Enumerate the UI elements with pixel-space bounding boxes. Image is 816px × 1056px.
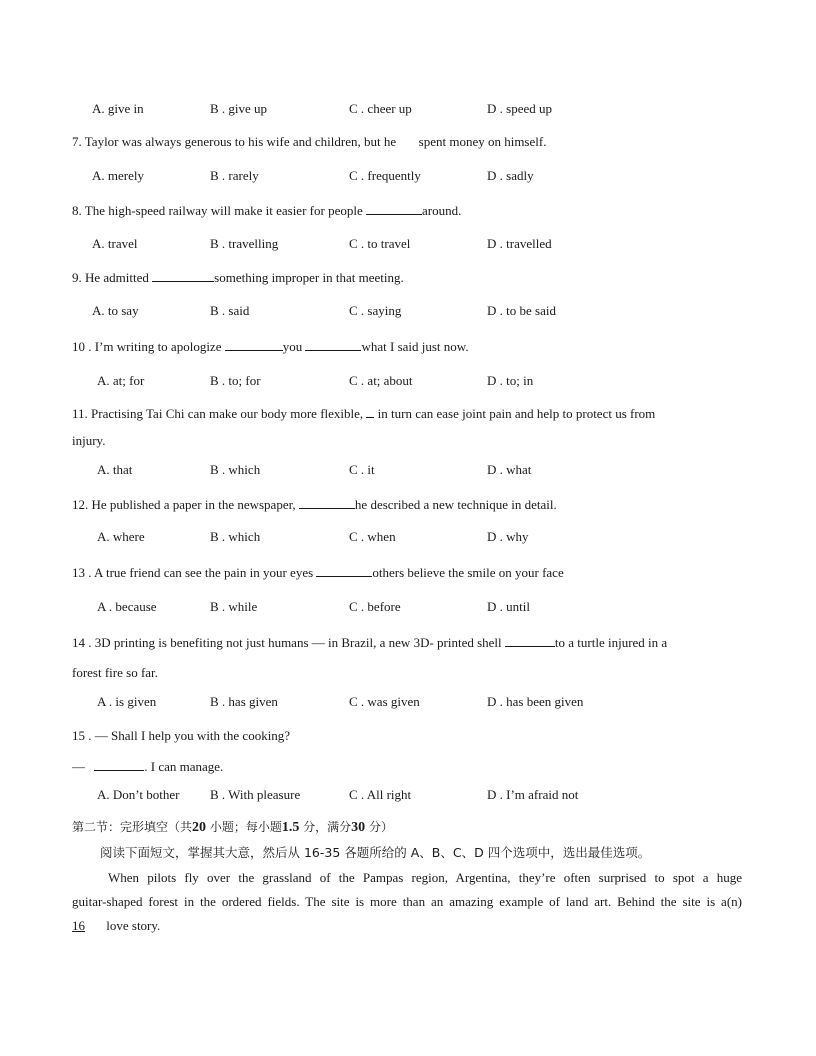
question-15-stem: 15 . — Shall I help you with the cooking?: [72, 728, 291, 743]
option-b: B . give up: [210, 101, 268, 116]
passage-line: When pilots fly over the grassland of the Pampas region, Argentina, they’re often surprised to spot a huge: [108, 870, 742, 885]
option-b: B . said: [210, 303, 250, 318]
passage-line: 16 love story.: [72, 918, 161, 933]
question-14-stem-continued: forest fire so far.: [72, 665, 158, 680]
option-b: B . while: [210, 599, 258, 614]
option-c: C . saying: [349, 303, 402, 318]
section-instruction: 阅读下面短文，掌握其大意，然后从 16-35 各题所给的 A、B、C、D 四个选项中，选出最佳选项。: [100, 845, 651, 860]
question-14-stem: 14 . 3D printing is benefiting not just humans — in Brazil, a new 3D- printed shell to a turtle injured in a: [72, 635, 668, 650]
answer-blank: [152, 269, 214, 282]
option-d: D . travelled: [487, 236, 552, 251]
option-a: A . because: [97, 599, 157, 614]
answer-blank: [299, 496, 355, 509]
option-b: B . has given: [210, 694, 278, 709]
option-d: D . speed up: [487, 101, 552, 116]
section-heading: 第二节：完形填空（共20 小题；每小题1.5 分，满分30 分）: [72, 820, 393, 835]
answer-blank: [305, 338, 361, 351]
cloze-blank-16: 16: [72, 918, 85, 933]
question-9-stem: 9. He admitted something improper in that meeting.: [72, 270, 404, 285]
option-a: A. give in: [92, 101, 144, 116]
option-b: B . which: [210, 462, 261, 477]
option-a: A. where: [97, 529, 145, 544]
option-c: C . frequently: [349, 168, 421, 183]
option-d: D . to; in: [487, 373, 534, 388]
option-a: A. to say: [92, 303, 139, 318]
question-7-stem: 7. Taylor was always generous to his wife and children, but he spent money on himself.: [72, 134, 547, 149]
question-13-stem: 13 . A true friend can see the pain in your eyes others believe the smile on your face: [72, 565, 564, 580]
option-c: C . was given: [349, 694, 420, 709]
question-11-stem: 11. Practising Tai Chi can make our body more flexible, in turn can ease joint pain and help to protect us from: [72, 406, 656, 421]
option-b: B . With pleasure: [210, 787, 301, 802]
answer-blank: [366, 405, 374, 418]
option-d: D . sadly: [487, 168, 534, 183]
question-10-stem: 10 . I’m writing to apologize you what I said just now.: [72, 339, 469, 354]
option-c: C . at; about: [349, 373, 413, 388]
option-c: C . to travel: [349, 236, 411, 251]
option-c: C . cheer up: [349, 101, 412, 116]
option-c: C . it: [349, 462, 375, 477]
answer-blank: [505, 634, 555, 647]
option-d: D . why: [487, 529, 529, 544]
option-b: B . rarely: [210, 168, 259, 183]
question-11-stem-continued: injury.: [72, 433, 106, 448]
option-d: D . what: [487, 462, 532, 477]
option-a: A. that: [97, 462, 133, 477]
answer-blank: [366, 202, 422, 215]
answer-blank: [225, 338, 283, 351]
option-d: D . until: [487, 599, 530, 614]
question-8-stem: 8. The high-speed railway will make it easier for people around.: [72, 203, 462, 218]
option-a: A. travel: [92, 236, 138, 251]
option-a: A. Don’t bother: [97, 787, 180, 802]
option-a: A. merely: [92, 168, 144, 183]
option-b: B . which: [210, 529, 261, 544]
answer-blank: [94, 758, 144, 771]
option-c: C . All right: [349, 787, 412, 802]
option-c: C . before: [349, 599, 401, 614]
option-d: D . has been given: [487, 694, 584, 709]
option-a: A. at; for: [97, 373, 145, 388]
option-d: D . to be said: [487, 303, 556, 318]
question-12-stem: 12. He published a paper in the newspaper, he described a new technique in detail.: [72, 497, 557, 512]
option-b: B . to; for: [210, 373, 261, 388]
answer-blank: [316, 564, 372, 577]
option-c: C . when: [349, 529, 396, 544]
option-a: A . is given: [97, 694, 157, 709]
question-15-reply: — . I can manage.: [72, 759, 224, 774]
option-d: D . I’m afraid not: [487, 787, 579, 802]
option-b: B . travelling: [210, 236, 279, 251]
passage-line: guitar-shaped forest in the ordered fields. The site is more than an amazing example of land art. Behind the site is a(n): [72, 894, 742, 909]
